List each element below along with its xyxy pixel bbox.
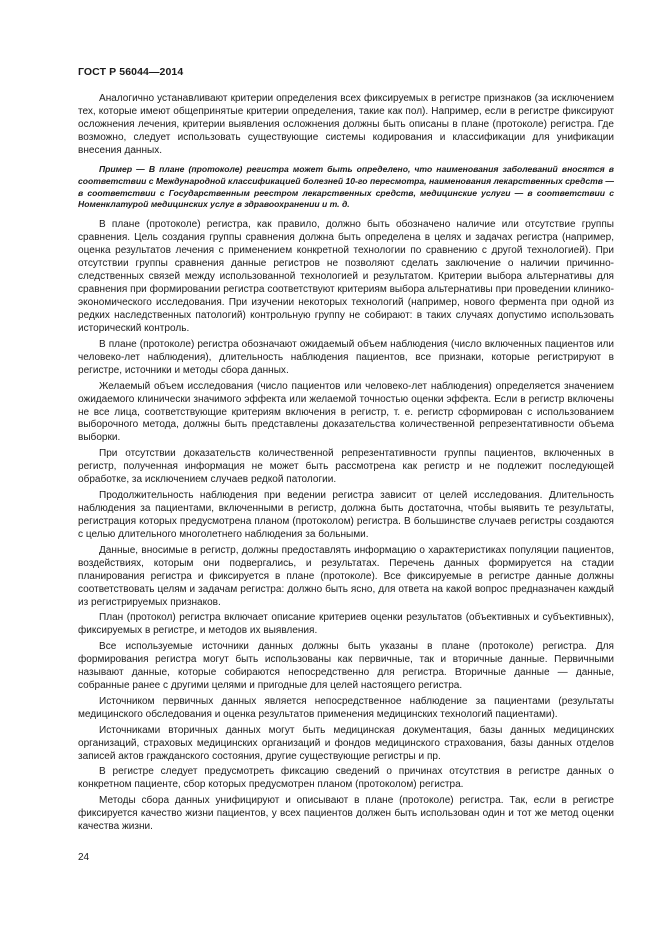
paragraph-duration: Продолжительность наблюдения при ведении регистра зависит от целей исследования. Длительность наблюдения за пациентами, включенными в регистр, должна быть достаточна, чтобы выявить те результаты, регистрация которых предусмотрена планом (протоколом) регистра. В большинстве случаев регистры создаются с целью длительного многолетнего наблюдения за больными.: [78, 490, 614, 540]
paragraph-comparison-group: В плане (протоколе) регистра, как правило, должно быть обозначено наличие или отсутствие группы сравнения. Цель создания группы сравнения должна быть определена в целях и задачах регистра (например, оценка результатов лечения с применением конкретной технологии по сравнению с другой технологией). При отсутствии группы сравнения данные регистров не позволяют сделать заключение о наличии причинно-следственных связей между использованной технологией и результатом. Критерии выбора альтернативы для сравнения при формировании регистра соответствуют критериям выбора альтернативы при проведении клинико-экономического исследования. При изучении некоторых технологий (например, нового фермента при одной из редких наследственных патологий) контрольную группу не собирают: в таких случаях допустимо использовать исторический контроль.: [78, 219, 614, 335]
paragraph-observation-volume: В плане (протоколе) регистра обозначают ожидаемый объем наблюдения (число включенных пациентов или человеко-лет наблюдения), длительность наблюдения пациентов, все признаки, которые регистрируют в регистре, источники и методы сбора данных.: [78, 338, 614, 376]
document-body: [78, 93, 614, 837]
paragraph-outcome-criteria: План (протокол) регистра включает описание критериев оценки результатов (объективных и субъективных), фиксируемых в регистре, и методов их выявления.: [78, 612, 614, 637]
paragraph-collection-methods: Методы сбора данных унифицируют и описывают в плане (протоколе) регистра. Так, если в регистре фиксируется качество жизни пациентов, у всех пациентов должен быть использован один и тот же метод оценки качества жизни.: [78, 795, 614, 833]
paragraph-data-content: Данные, вносимые в регистр, должны предоставлять информацию о характеристиках популяции пациентов, воздействиях, которым они подвергались, и результатах. Перечень данных формируется на стадии планирования регистра и фиксируется в плане (протоколе). Все фиксируемые в регистре данные должны соответствовать целям и задачам регистра: должно быть ясно, для ответа на какой вопрос предназначен каждый из регистрируемых признаков.: [78, 544, 614, 608]
example-note: Пример — В плане (протоколе) регистра может быть определено, что наименования заболеваний вносятся в соответствии с Международной классификацией болезней 10-го пересмотра, наименования лекарственных средств — в соответствии с Государственным реестром лекарственных средств, медицинские услуги — в соответствии с Номенклатурой медицинских услуг в здравоохранении и т. д.: [78, 163, 614, 210]
paragraph-secondary-sources: Источниками вторичных данных могут быть медицинская документация, базы данных медицинских организаций, страховых медицинских организаций и фондов медицинского страхования, базы данных отделов записей актов гражданского состояния, другие существующие регистры и пр.: [78, 724, 614, 762]
document-header: ГОСТ Р 56044—2014: [78, 66, 184, 78]
paragraph-desired-volume: Желаемый объем исследования (число пациентов или человеко-лет наблюдения) определяется значением ожидаемого клинически значимого эффекта или желаемой точностью оценки эффекта. Если в регистр включены не все лица, соответствующие критериям включения в регистр, т. е. регистр сформирован с использованием выборочного метода, должны быть представлены доказательства количественной репрезентативности объема выборки.: [78, 380, 614, 444]
paragraph-data-sources: Все используемые источники данных должны быть указаны в плане (протоколе) регистра. Для формирования регистра могут быть использованы как первичные, так и вторичные данные. Первичными называют данные, которые собираются непосредственно для регистра. Вторичные данные — данные, собранные ранее с другими целями и пригодные для целей настоящего регистра.: [78, 641, 614, 692]
paragraph-representativeness: При отсутствии доказательств количественной репрезентативности группы пациентов, включенных в регистр, полученная информация не может быть рассмотрена как регистр и не подлежит последующей обработке, за исключением случаев редкой патологии.: [78, 448, 614, 486]
page-number: 24: [78, 852, 90, 863]
paragraph-criteria: Аналогично устанавливают критерии определения всех фиксируемых в регистре признаков (за исключением тех, которые имеют общепринятые критерии определения, такие как пол). Например, если в регистре фиксируют осложнения лечения, критерии выявления осложнения должны быть описаны в плане (протоколе) регистра. Где возможно, следует использовать существующие системы кодирования и классификации для унификации внесения данных.: [78, 93, 614, 156]
paragraph-missing-data: В регистре следует предусмотреть фиксацию сведений о причинах отсутствия в регистре данных о конкретном пациенте, сбор которых предусмотрен планом (протоколом) регистра.: [78, 766, 614, 791]
paragraph-primary-sources: Источником первичных данных является непосредственное наблюдение за пациентами (результаты медицинского обследования и оценка результатов применения медицинских технологий пациентами).: [78, 695, 614, 720]
